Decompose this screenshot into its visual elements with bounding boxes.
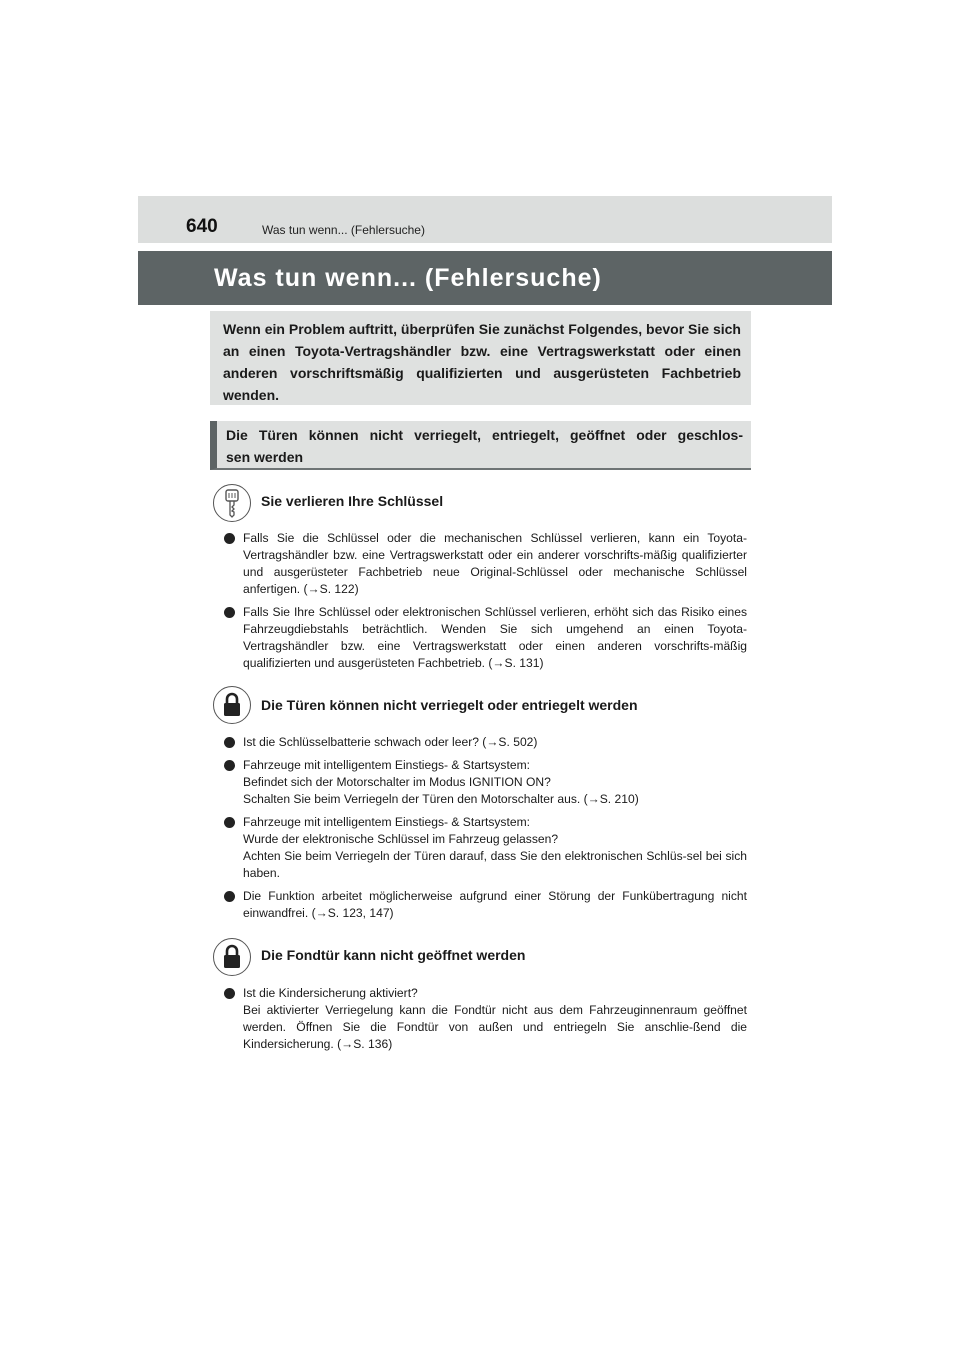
list-item: Ist die Schlüsselbatterie schwach oder leer? (→S. 502): [224, 734, 747, 751]
intro-text: Wenn ein Problem auftritt, überprüfen Sie zunächst Folgendes, bevor Sie sich an einen Toyota-Vertragshändler bzw. eine Vertragswerkstatt oder einen anderen vorschriftsmäßig qualifizierten und ausgerüsteten Fachbetrieb wenden.: [223, 321, 741, 403]
bullet-icon: [224, 760, 235, 771]
intro-box: [210, 311, 751, 405]
padlock-icon: [213, 938, 251, 976]
page-number: 640: [186, 216, 218, 237]
key-icon: [213, 484, 251, 522]
list-item: Falls Sie die Schlüssel oder die mechanischen Schlüssel verlieren, kann ein Toyota-Vertragshändler bzw. eine Vertragswerkstatt oder ein anderer vorschrifts-mäßig qualifizierter und ausgerüsteter Fachbetrieb neue Original-Schlüssel oder mechanische Schlüssel anfertigen. (→S. 122): [224, 530, 747, 598]
bullet-icon: [224, 891, 235, 902]
subsection-heading: Die Fondtür kann nicht geöffnet werden: [261, 947, 526, 963]
list-item: Fahrzeuge mit intelligentem Einstiegs- & Startsystem: Wurde der elektronische Schlüssel im Fahrzeug gelassen? Achten Sie beim Verriegeln der Türen darauf, dass Sie den elektronischen Schlüs-sel bei sich haben.: [224, 814, 747, 882]
bullet-list: [224, 985, 747, 1059]
list-item: Die Funktion arbeitet möglicherweise aufgrund einer Störung der Funkübertragung nicht einwandfrei. (→S. 123, 147): [224, 888, 747, 922]
section-heading-box: [210, 421, 751, 470]
subsection-heading: Sie verlieren Ihre Schlüssel: [261, 493, 444, 509]
bullet-icon: [224, 607, 235, 618]
list-item: Falls Sie Ihre Schlüssel oder elektronischen Schlüssel verlieren, erhöht sich das Risiko eines Fahrzeugdiebstahls beträchtlich. Wenden Sie sich umgehend an einen Toyota-Vertragshändler bzw. eine Vertragswerkstatt oder einen anderen vorschrifts-mäßig qualifizierten und ausgerüsteten Fachbetrieb. (→S. 131): [224, 604, 747, 672]
section-heading-line1: Die Türen können nicht verriegelt, entriegelt, geöffnet oder geschlos-: [226, 427, 743, 443]
running-header-bar: [138, 196, 832, 243]
running-head: Was tun wenn... (Fehlersuche): [262, 223, 425, 237]
bullet-icon: [224, 817, 235, 828]
list-item: Ist die Kindersicherung aktiviert? Bei aktivierter Verriegelung kann die Fondtür nicht aus dem Fahrzeuginnenraum geöffnet werden. Öffnen Sie die Fondtür von außen und entriegeln Sie anschlie-ßend die Kindersicherung. (→S. 136): [224, 985, 747, 1053]
bullet-icon: [224, 988, 235, 999]
page-title: Was tun wenn... (Fehlersuche): [214, 264, 602, 292]
bullet-icon: [224, 737, 235, 748]
section-heading-line2: sen werden: [226, 449, 304, 465]
section-heading: [226, 424, 743, 468]
bullet-icon: [224, 533, 235, 544]
bullet-list: [224, 530, 747, 678]
bullet-list: [224, 734, 747, 928]
padlock-icon: [213, 686, 251, 724]
subsection-heading: Die Türen können nicht verriegelt oder entriegelt werden: [261, 697, 638, 713]
list-item: Fahrzeuge mit intelligentem Einstiegs- & Startsystem: Befindet sich der Motorschalter im Modus IGNITION ON? Schalten Sie beim Verriegeln der Türen den Motorschalter aus. (→S. 210): [224, 757, 747, 808]
